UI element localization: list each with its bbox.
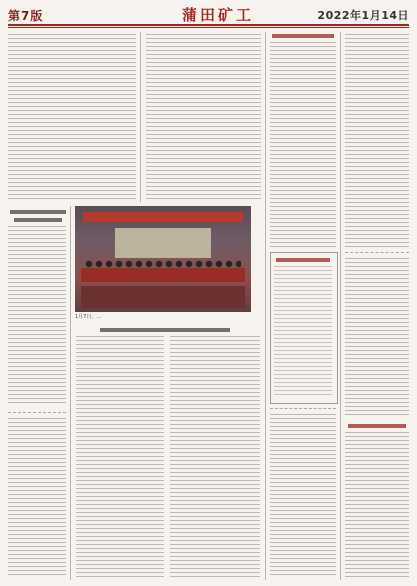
article-body xyxy=(170,336,260,578)
masthead-rule xyxy=(8,24,409,26)
article-headline xyxy=(272,34,334,38)
photo-audience xyxy=(85,260,241,268)
masthead-rule-thin xyxy=(8,27,409,28)
article-body xyxy=(8,34,136,200)
photo-seats xyxy=(81,286,245,308)
article-headline xyxy=(14,218,62,222)
photo-desk xyxy=(81,268,245,282)
article-headline xyxy=(10,210,66,214)
masthead xyxy=(8,4,409,26)
article-body xyxy=(76,336,164,578)
photo-screen xyxy=(115,228,211,258)
section-separator xyxy=(345,252,409,253)
edition-number: 第7版 xyxy=(8,9,44,23)
section-separator xyxy=(270,408,336,409)
section-separator xyxy=(8,412,66,413)
article-headline xyxy=(100,328,230,332)
article-headline xyxy=(348,424,406,428)
article-body xyxy=(8,418,66,578)
issue-date: 2022年1月14日 xyxy=(317,9,409,22)
article-body xyxy=(345,432,409,578)
meeting-photo xyxy=(75,206,251,312)
article-body xyxy=(345,34,409,247)
column-divider xyxy=(140,32,141,202)
photo-caption: 1月7日，… xyxy=(75,314,102,320)
article-body xyxy=(270,414,336,578)
column-divider xyxy=(340,32,341,580)
paper-name: 蒲田矿工 xyxy=(181,6,254,24)
article-body xyxy=(345,258,409,418)
article-body xyxy=(146,34,261,200)
column-divider xyxy=(70,206,71,580)
article-body xyxy=(270,42,336,247)
boxed-article-body xyxy=(274,266,332,398)
photo-banner xyxy=(83,212,243,222)
article-body xyxy=(8,226,66,406)
boxed-article-headline xyxy=(276,258,330,262)
column-divider xyxy=(265,32,266,580)
